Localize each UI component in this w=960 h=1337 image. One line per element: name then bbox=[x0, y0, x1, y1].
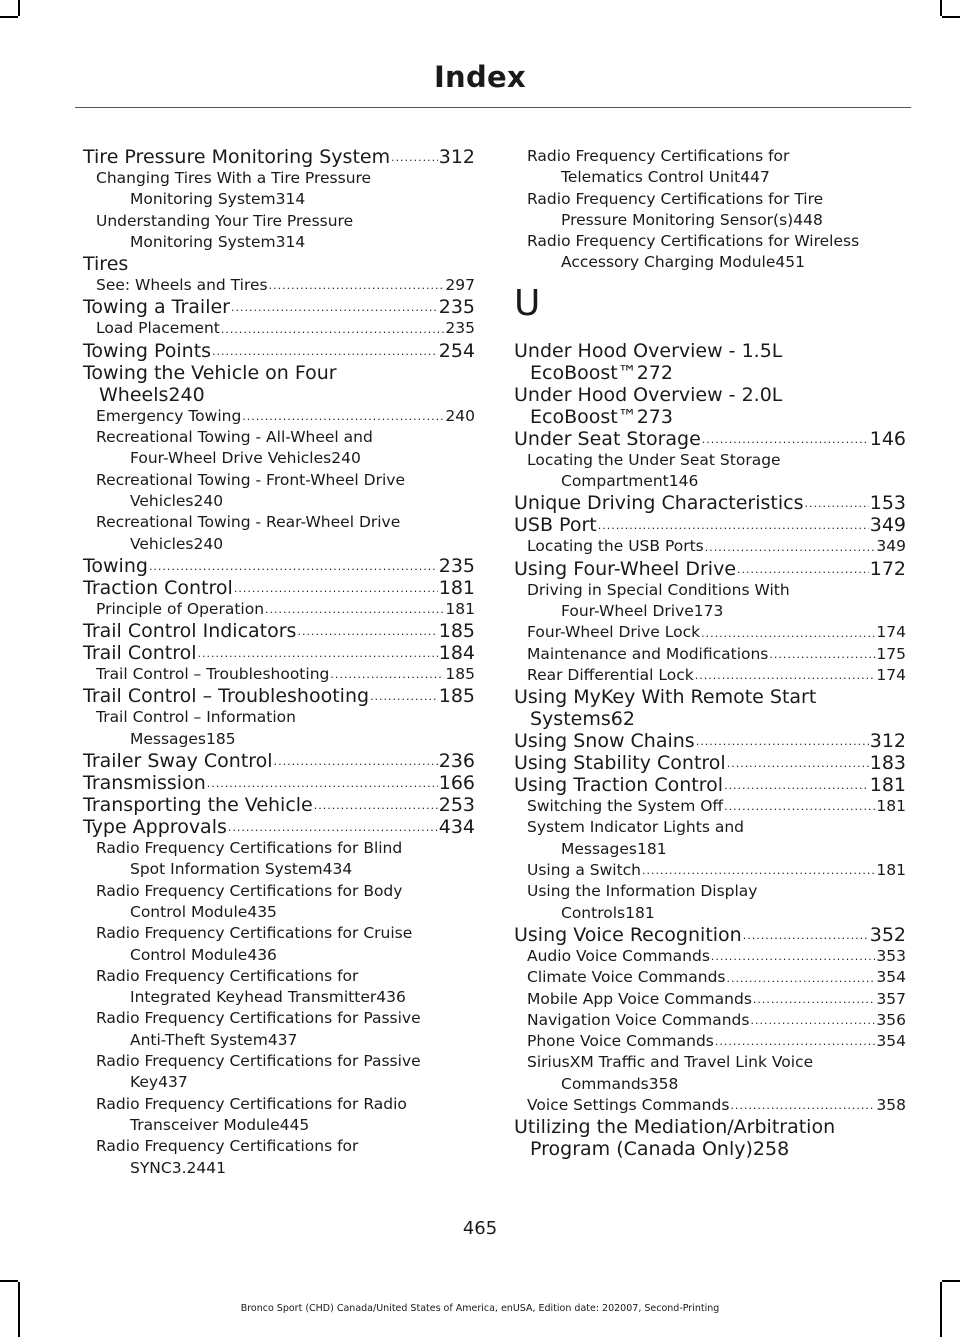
entry-text: Towing the Vehicle on Four bbox=[83, 361, 337, 384]
entry-text: Radio Frequency Certifications for Tire bbox=[527, 189, 824, 208]
entry-text: Utilizing the Mediation/Arbitration bbox=[514, 1116, 836, 1139]
entry-page: 451 bbox=[775, 253, 805, 272]
index-subentry bbox=[514, 796, 906, 817]
index-subentry bbox=[83, 923, 475, 966]
entry-text: Type Approvals bbox=[83, 816, 227, 839]
index-entry bbox=[83, 296, 475, 318]
entry-text: Rear Differential Lock bbox=[527, 665, 694, 684]
entry-text: Phone Voice Commands bbox=[527, 1032, 714, 1051]
index-column-left bbox=[83, 146, 475, 1179]
index-subentry bbox=[514, 146, 906, 189]
entry-text: Towing a Trailer bbox=[83, 296, 230, 319]
entry-page: 258 bbox=[752, 1138, 790, 1161]
index-entry bbox=[514, 514, 906, 536]
entry-page: 437 bbox=[267, 1030, 298, 1049]
index-subentry bbox=[514, 989, 906, 1010]
entry-text: Radio Frequency Certifications for Body bbox=[96, 881, 403, 900]
index-subentry bbox=[83, 599, 475, 620]
header-divider bbox=[75, 107, 911, 108]
entry-page: 236 bbox=[438, 750, 475, 773]
index-subentry bbox=[514, 644, 906, 665]
index-subentry bbox=[83, 838, 475, 881]
entry-page: 181 bbox=[637, 839, 667, 858]
entry-page: 358 bbox=[876, 1096, 906, 1115]
entry-page: 235 bbox=[445, 319, 475, 338]
index-entry bbox=[83, 340, 475, 362]
entry-page: 174 bbox=[876, 665, 906, 684]
entry-page: 447 bbox=[740, 168, 770, 187]
entry-text: SiriusXM Traffic and Travel Link Voice bbox=[527, 1053, 814, 1072]
index-subentry bbox=[514, 231, 906, 274]
entry-text: Compartment bbox=[561, 472, 669, 491]
index-entry bbox=[514, 558, 906, 580]
index-subentry bbox=[514, 1010, 906, 1031]
entry-page: 357 bbox=[876, 989, 906, 1008]
entry-page: 166 bbox=[438, 772, 475, 795]
entry-page: 235 bbox=[438, 296, 475, 319]
entry-text: Trail Control – Troubleshooting bbox=[96, 665, 330, 684]
entry-text: Radio Frequency Certifications for Radio bbox=[96, 1094, 407, 1113]
index-entry bbox=[83, 772, 475, 794]
crop-mark bbox=[0, 16, 18, 18]
entry-page: 436 bbox=[376, 988, 406, 1007]
index-entry bbox=[83, 750, 475, 772]
entry-text: Using Traction Control bbox=[514, 774, 724, 797]
entry-page: 349 bbox=[869, 514, 906, 537]
entry-text: Transporting the Vehicle bbox=[83, 794, 313, 817]
entry-text: Changing Tires With a Tire Pressure bbox=[96, 169, 372, 187]
entry-page: 240 bbox=[193, 534, 224, 553]
crop-mark bbox=[942, 1280, 960, 1282]
entry-text: SYNC3.2 bbox=[130, 1158, 197, 1177]
index-subentry bbox=[83, 406, 475, 427]
index-entry bbox=[514, 428, 906, 450]
index-subentry bbox=[514, 450, 906, 493]
entry-text: Radio Frequency Certifications for Blind bbox=[96, 839, 403, 858]
index-entry bbox=[514, 774, 906, 796]
crop-mark bbox=[0, 1280, 18, 1282]
entry-text: Commands bbox=[561, 1074, 649, 1093]
entry-page: 185 bbox=[445, 665, 475, 684]
entry-text: Unique Driving Characteristics bbox=[514, 492, 804, 515]
entry-text: Pressure Monitoring Sensor(s) bbox=[561, 210, 794, 229]
entry-page: 181 bbox=[625, 903, 655, 922]
entry-text: See: Wheels and Tires bbox=[96, 276, 268, 295]
entry-text: Switching the System Off bbox=[527, 797, 724, 816]
entry-text: Control Module bbox=[130, 902, 248, 921]
index-subentry bbox=[83, 1136, 475, 1179]
index-subentry bbox=[514, 946, 906, 967]
entry-page: 181 bbox=[445, 599, 475, 618]
entry-page: 146 bbox=[668, 472, 699, 491]
entry-text: Climate Voice Commands bbox=[527, 968, 726, 987]
entry-page: 354 bbox=[876, 968, 906, 987]
entry-page: 312 bbox=[438, 146, 475, 168]
index-entry bbox=[514, 730, 906, 752]
entry-page: 435 bbox=[247, 902, 277, 921]
entry-text: Spot Information System bbox=[130, 860, 323, 879]
index-entry bbox=[83, 794, 475, 816]
entry-text: Transceiver Module bbox=[130, 1115, 280, 1134]
entry-text: Four-Wheel Drive Lock bbox=[527, 623, 701, 642]
entry-text: Messages bbox=[561, 839, 638, 858]
index-subentry bbox=[83, 470, 475, 513]
entry-page: 352 bbox=[869, 923, 906, 946]
entry-text: Using a Switch bbox=[527, 861, 641, 880]
entry-text: Principle of Operation bbox=[96, 599, 265, 618]
entry-text: Navigation Voice Commands bbox=[527, 1010, 750, 1029]
entry-text: Anti-Theft System bbox=[130, 1030, 268, 1049]
entry-text: Telematics Control Unit bbox=[561, 168, 741, 187]
entry-text: Wheels bbox=[99, 383, 169, 406]
entry-text: Using MyKey With Remote Start bbox=[514, 686, 817, 709]
entry-text: Driving in Special Conditions With bbox=[527, 580, 790, 599]
index-subentry bbox=[514, 817, 906, 860]
entry-page: 437 bbox=[158, 1073, 188, 1092]
entry-text: Using Snow Chains bbox=[514, 730, 695, 753]
index-entry bbox=[514, 686, 906, 730]
entry-text: Trail Control bbox=[83, 642, 197, 665]
section-letter: U bbox=[514, 282, 541, 324]
entry-text: EcoBoost™ bbox=[530, 361, 637, 384]
entry-text: Maintenance and Modifications bbox=[527, 644, 769, 663]
entry-text: Trail Control – Information bbox=[96, 708, 296, 727]
entry-text: Radio Frequency Certifications for Passive bbox=[96, 1052, 421, 1071]
entry-text: Locating the Under Seat Storage bbox=[527, 450, 781, 469]
index-subentry bbox=[514, 967, 906, 988]
index-entry bbox=[83, 146, 475, 168]
entry-page: 349 bbox=[876, 537, 906, 556]
entry-text: Under Hood Overview - 2.0L bbox=[514, 383, 783, 406]
page-number: 465 bbox=[462, 1218, 498, 1239]
entry-text: Emergency Towing bbox=[96, 406, 242, 425]
entry-text: Recreational Towing - Front-Wheel Drive bbox=[96, 470, 405, 489]
entry-text: Radio Frequency Certifications for bbox=[96, 1137, 359, 1156]
entry-page: 272 bbox=[636, 361, 673, 384]
entry-page: 173 bbox=[693, 601, 724, 620]
index-subentry bbox=[83, 1094, 475, 1137]
entry-page: 441 bbox=[196, 1158, 226, 1177]
entry-text: Using Voice Recognition bbox=[514, 923, 742, 946]
index-subentry bbox=[83, 427, 475, 470]
index-entry bbox=[83, 555, 475, 577]
entry-page: 181 bbox=[869, 774, 906, 797]
entry-text: Traction Control bbox=[83, 576, 233, 599]
index-subentry bbox=[514, 1052, 906, 1095]
footer-text: Bronco Sport (CHD) Canada/United States of America, enUSA, Edition date: 202007, Second-Printing bbox=[240, 1303, 720, 1314]
index-entry bbox=[83, 577, 475, 599]
index-subentry bbox=[514, 622, 906, 643]
entry-text: Tire Pressure Monitoring System bbox=[83, 146, 391, 168]
entry-text: Four-Wheel Drive bbox=[561, 601, 694, 620]
index-subentry bbox=[514, 1031, 906, 1052]
entry-text: Under Seat Storage bbox=[514, 427, 701, 450]
entry-text: Transmission bbox=[83, 772, 206, 795]
index-subentry bbox=[514, 860, 906, 881]
entry-page: 448 bbox=[793, 210, 823, 229]
entry-text: Trail Control Indicators bbox=[83, 620, 297, 643]
entry-text: Trail Control – Troubleshooting bbox=[83, 685, 370, 708]
index-subentry bbox=[83, 664, 475, 685]
index-subentry bbox=[514, 536, 906, 557]
entry-page: 297 bbox=[445, 276, 475, 295]
index-subentry bbox=[83, 211, 475, 254]
index-entry bbox=[514, 924, 906, 946]
entry-text: Messages bbox=[130, 729, 207, 748]
entry-page: 240 bbox=[331, 449, 361, 468]
index-entry bbox=[83, 362, 475, 406]
entry-text: Monitoring System bbox=[130, 232, 276, 251]
entry-text: Load Placement bbox=[96, 319, 220, 338]
entry-text: Key bbox=[130, 1073, 159, 1092]
entry-page: 235 bbox=[438, 554, 475, 577]
entry-page: 185 bbox=[206, 729, 236, 748]
index-entry bbox=[514, 492, 906, 514]
entry-page: 181 bbox=[438, 576, 475, 599]
entry-page: 253 bbox=[438, 794, 475, 817]
index-subentry bbox=[514, 580, 906, 623]
index-subentry bbox=[83, 707, 475, 750]
index-entry bbox=[83, 816, 475, 838]
index-subentry bbox=[83, 966, 475, 1009]
entry-page: 184 bbox=[438, 642, 475, 665]
entry-text: Radio Frequency Certifications for bbox=[96, 966, 359, 985]
entry-text: Four-Wheel Drive Vehicles bbox=[130, 449, 332, 468]
entry-text: Vehicles bbox=[130, 534, 194, 553]
entry-text: Towing bbox=[83, 554, 148, 577]
index-subentry bbox=[514, 665, 906, 686]
entry-page: 175 bbox=[876, 644, 906, 663]
entry-page: 312 bbox=[869, 730, 906, 753]
entry-text: System Indicator Lights and bbox=[527, 818, 744, 837]
crop-mark bbox=[940, 0, 942, 16]
entry-page: 445 bbox=[279, 1115, 310, 1134]
index-entry: Tires bbox=[83, 253, 129, 276]
entry-text: USB Port bbox=[514, 514, 597, 537]
entry-text: EcoBoost™ bbox=[530, 405, 637, 428]
entry-text: Using the Information Display bbox=[527, 882, 758, 901]
entry-page: 240 bbox=[445, 406, 475, 425]
entry-page: 358 bbox=[648, 1074, 679, 1093]
entry-page: 240 bbox=[168, 383, 205, 406]
index-subentry bbox=[83, 881, 475, 924]
entry-page: 183 bbox=[869, 752, 906, 775]
crop-mark bbox=[18, 0, 20, 16]
index-entry bbox=[514, 384, 906, 428]
entry-text: Recreational Towing - All-Wheel and bbox=[96, 428, 373, 447]
index-entry bbox=[514, 752, 906, 774]
entry-page: 434 bbox=[322, 860, 353, 879]
entry-text: Radio Frequency Certifications for bbox=[527, 147, 790, 165]
entry-page: 240 bbox=[193, 491, 224, 510]
entry-text: Using Stability Control bbox=[514, 752, 726, 775]
entry-text: Mobile App Voice Commands bbox=[527, 989, 752, 1008]
entry-text: Locating the USB Ports bbox=[527, 537, 704, 556]
index-subentry bbox=[514, 881, 906, 924]
entry-text: Control Module bbox=[130, 945, 248, 964]
entry-text: Under Hood Overview - 1.5L bbox=[514, 339, 783, 362]
index-entry bbox=[83, 620, 475, 642]
index-subentry bbox=[83, 318, 475, 339]
entry-page: 181 bbox=[876, 861, 906, 880]
index-subentry bbox=[514, 1095, 906, 1116]
entry-text: Radio Frequency Certifications for Passive bbox=[96, 1009, 421, 1028]
entry-text: Monitoring System bbox=[130, 190, 276, 209]
entry-text: Voice Settings Commands bbox=[527, 1096, 730, 1115]
entry-page: 153 bbox=[869, 492, 906, 515]
entry-text: Systems bbox=[530, 708, 611, 731]
entry-text: Radio Frequency Certifications for Wireless bbox=[527, 232, 860, 251]
entry-page: 354 bbox=[876, 1032, 906, 1051]
entry-page: 436 bbox=[247, 945, 277, 964]
entry-page: 314 bbox=[275, 232, 306, 251]
page-title: Index bbox=[433, 60, 527, 94]
entry-page: 146 bbox=[869, 427, 906, 450]
entry-text: Controls bbox=[561, 903, 626, 922]
index-column-right bbox=[514, 146, 906, 1160]
entry-page: 434 bbox=[438, 816, 475, 839]
entry-page: 172 bbox=[869, 557, 906, 580]
index-subentry bbox=[83, 1051, 475, 1094]
index-entry bbox=[83, 685, 475, 707]
entry-page: 254 bbox=[438, 339, 475, 362]
crop-mark bbox=[942, 16, 960, 18]
entry-text: Accessory Charging Module bbox=[561, 253, 776, 272]
index-subentry bbox=[83, 512, 475, 555]
entry-text: Understanding Your Tire Pressure bbox=[96, 211, 354, 230]
index-entry bbox=[514, 1116, 906, 1160]
index-subentry bbox=[514, 189, 906, 232]
entry-text: Trailer Sway Control bbox=[83, 750, 273, 773]
entry-page: 314 bbox=[275, 190, 306, 209]
entry-text: Integrated Keyhead Transmitter bbox=[130, 988, 377, 1007]
index-subentry bbox=[83, 1008, 475, 1051]
entry-text: Towing Points bbox=[83, 339, 212, 362]
entry-text: Recreational Towing - Rear-Wheel Drive bbox=[96, 513, 401, 532]
entry-page: 181 bbox=[876, 797, 906, 816]
entry-text: Radio Frequency Certifications for Cruise bbox=[96, 924, 413, 943]
index-entry bbox=[83, 642, 475, 664]
entry-page: 356 bbox=[876, 1010, 906, 1029]
entry-text: Using Four-Wheel Drive bbox=[514, 557, 737, 580]
entry-page: 185 bbox=[438, 685, 475, 708]
entry-page: 273 bbox=[636, 405, 673, 428]
entry-page: 62 bbox=[610, 708, 635, 731]
entry-text: Vehicles bbox=[130, 491, 194, 510]
index-subentry bbox=[83, 168, 475, 211]
entry-text: Program (Canada Only) bbox=[530, 1138, 753, 1161]
index-entry bbox=[514, 340, 906, 384]
entry-page: 174 bbox=[876, 623, 906, 642]
entry-page: 185 bbox=[438, 620, 475, 643]
entry-page: 353 bbox=[876, 946, 906, 965]
index-subentry bbox=[83, 275, 475, 296]
entry-text: Audio Voice Commands bbox=[527, 946, 710, 965]
